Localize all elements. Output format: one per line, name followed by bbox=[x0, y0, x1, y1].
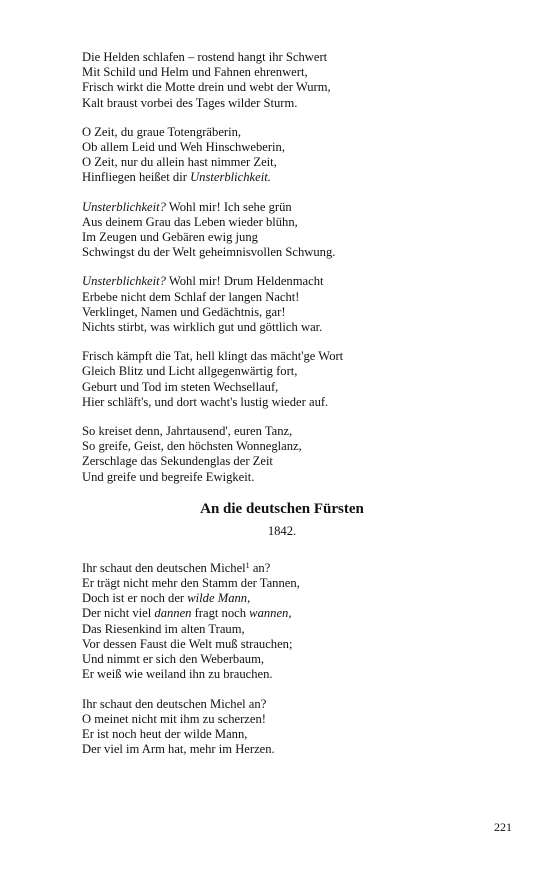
verse-text: Verklinget, Namen und Gedächtnis, gar! bbox=[82, 304, 286, 319]
verse-line bbox=[82, 320, 482, 335]
verse-line bbox=[82, 200, 482, 215]
verse-text: Frisch kämpft die Tat, hell klingt das mächt'ge Wort bbox=[82, 349, 344, 364]
verse-text: Er ist noch heut der wilde Mann, bbox=[82, 726, 248, 741]
verse-line bbox=[82, 140, 482, 155]
verse-text: Hinfliegen heißet dir bbox=[82, 170, 191, 185]
verse-text: Und greife und begreife Ewigkeit. bbox=[82, 469, 255, 484]
stanza bbox=[82, 274, 482, 335]
verse-line bbox=[82, 80, 482, 95]
verse-line bbox=[82, 290, 482, 305]
verse-line bbox=[82, 454, 482, 469]
verse-line bbox=[82, 155, 482, 170]
verse-line bbox=[82, 65, 482, 80]
verse-text: Ob allem Leid und Weh Hinschweberin, bbox=[82, 140, 285, 155]
stanza bbox=[82, 200, 482, 261]
verse-text: Wohl mir! Drum Heldenmacht bbox=[165, 274, 324, 289]
stanza bbox=[82, 697, 482, 758]
verse-line bbox=[82, 637, 482, 652]
verse-line bbox=[82, 215, 482, 230]
verse-text: wilde Mann, bbox=[187, 591, 251, 606]
verse-text: Unsterblichkeit. bbox=[190, 170, 271, 185]
verse-line bbox=[82, 622, 482, 637]
verse-text: an? bbox=[249, 560, 271, 575]
verse-text: Gleich Blitz und Licht allgegenwärtig fort, bbox=[82, 364, 298, 379]
verse-text: Und nimmt er sich den Weberbaum, bbox=[82, 652, 265, 667]
verse-text: Aus deinem Grau das Leben wieder blühn, bbox=[82, 214, 298, 229]
verse-line bbox=[82, 274, 482, 289]
verse-line bbox=[82, 606, 482, 621]
verse-line bbox=[82, 576, 482, 591]
verse-text: Ihr schaut den deutschen Michel an? bbox=[82, 696, 267, 711]
verse-line bbox=[82, 561, 482, 576]
verse-text: Im Zeugen und Gebären ewig jung bbox=[82, 230, 258, 245]
verse-line bbox=[82, 349, 482, 364]
verse-text: Erbebe nicht dem Schlaf der langen Nacht! bbox=[82, 289, 300, 304]
verse-text: Er trägt nicht mehr den Stamm der Tannen, bbox=[82, 576, 300, 591]
verse-text: Kalt braust vorbei des Tages wilder Sturm. bbox=[82, 95, 298, 110]
verse-text: Der nicht viel bbox=[82, 606, 155, 621]
verse-text: O Zeit, nur du allein hast nimmer Zeit, bbox=[82, 155, 277, 170]
verse-text: wannen, bbox=[249, 606, 292, 621]
verse-line bbox=[82, 424, 482, 439]
verse-line bbox=[82, 245, 482, 260]
stanza bbox=[82, 349, 482, 410]
stanza bbox=[82, 50, 482, 111]
verse-text: Wohl mir! Ich sehe grün bbox=[165, 199, 292, 214]
verse-text: Die Helden schlafen – rostend hangt ihr Schwert bbox=[82, 50, 328, 64]
verse-line bbox=[82, 305, 482, 320]
stanza bbox=[82, 424, 482, 485]
verse-text: Das Riesenkind im alten Traum, bbox=[82, 621, 245, 636]
stanza bbox=[82, 125, 482, 186]
poem-two bbox=[82, 561, 482, 757]
verse-text: Mit Schild und Helm und Fahnen ehrenwert, bbox=[82, 65, 308, 80]
stanza bbox=[82, 561, 482, 683]
verse-text: Zerschlage das Sekundenglas der Zeit bbox=[82, 454, 273, 469]
verse-line bbox=[82, 727, 482, 742]
verse-text: Frisch wirkt die Motte drein und webt der Wurm, bbox=[82, 80, 331, 95]
verse-line bbox=[82, 170, 482, 185]
verse-line bbox=[82, 395, 482, 410]
verse-line bbox=[82, 125, 482, 140]
verse-line bbox=[82, 96, 482, 111]
verse-text: Unsterblichkeit? bbox=[82, 274, 166, 289]
verse-text: Unsterblichkeit? bbox=[82, 199, 166, 214]
verse-line bbox=[82, 591, 482, 606]
verse-text: Nichts stirbt, was wirklich gut und göttlich war. bbox=[82, 320, 323, 335]
verse-text: So kreiset denn, Jahrtausend', euren Tanz, bbox=[82, 424, 293, 439]
verse-line bbox=[82, 230, 482, 245]
verse-text: O Zeit, du graue Totengräberin, bbox=[82, 124, 242, 139]
verse-text: Ihr schaut den deutschen Michel bbox=[82, 560, 246, 575]
verse-line bbox=[82, 667, 482, 682]
verse-text: Schwingst du der Welt geheimnisvollen Schwung. bbox=[82, 245, 336, 260]
verse-line bbox=[82, 364, 482, 379]
verse-line bbox=[82, 742, 482, 757]
verse-text: So greife, Geist, den höchsten Wonneglanz, bbox=[82, 439, 302, 454]
verse-line bbox=[82, 50, 482, 65]
verse-text: Der viel im Arm hat, mehr im Herzen. bbox=[82, 742, 275, 757]
verse-line bbox=[82, 380, 482, 395]
verse-line bbox=[82, 697, 482, 712]
verse-line bbox=[82, 470, 482, 485]
verse-text: Hier schläft's, und dort wacht's lustig wieder auf. bbox=[82, 394, 329, 409]
verse-text: dannen bbox=[154, 606, 192, 621]
verse-line bbox=[82, 439, 482, 454]
verse-line bbox=[82, 652, 482, 667]
verse-text: Er weiß wie weiland ihn zu brauchen. bbox=[82, 667, 273, 682]
verse-text: Vor dessen Faust die Welt muß strauchen; bbox=[82, 636, 293, 651]
verse-text: Geburt und Tod im steten Wechsellauf, bbox=[82, 379, 279, 394]
verse-line bbox=[82, 712, 482, 727]
verse-text: O meinet nicht mit ihm zu scherzen! bbox=[82, 711, 266, 726]
page-number: 221 bbox=[494, 820, 512, 834]
poem-year: 1842. bbox=[267, 523, 297, 538]
verse-text: fragt noch bbox=[191, 606, 250, 621]
book-page bbox=[82, 50, 482, 771]
footnote-marker: 1 bbox=[245, 560, 250, 570]
poem-title: An die deutschen Fürsten bbox=[200, 500, 364, 517]
verse-text: Doch ist er noch der bbox=[82, 591, 188, 606]
poem-one bbox=[82, 50, 482, 485]
